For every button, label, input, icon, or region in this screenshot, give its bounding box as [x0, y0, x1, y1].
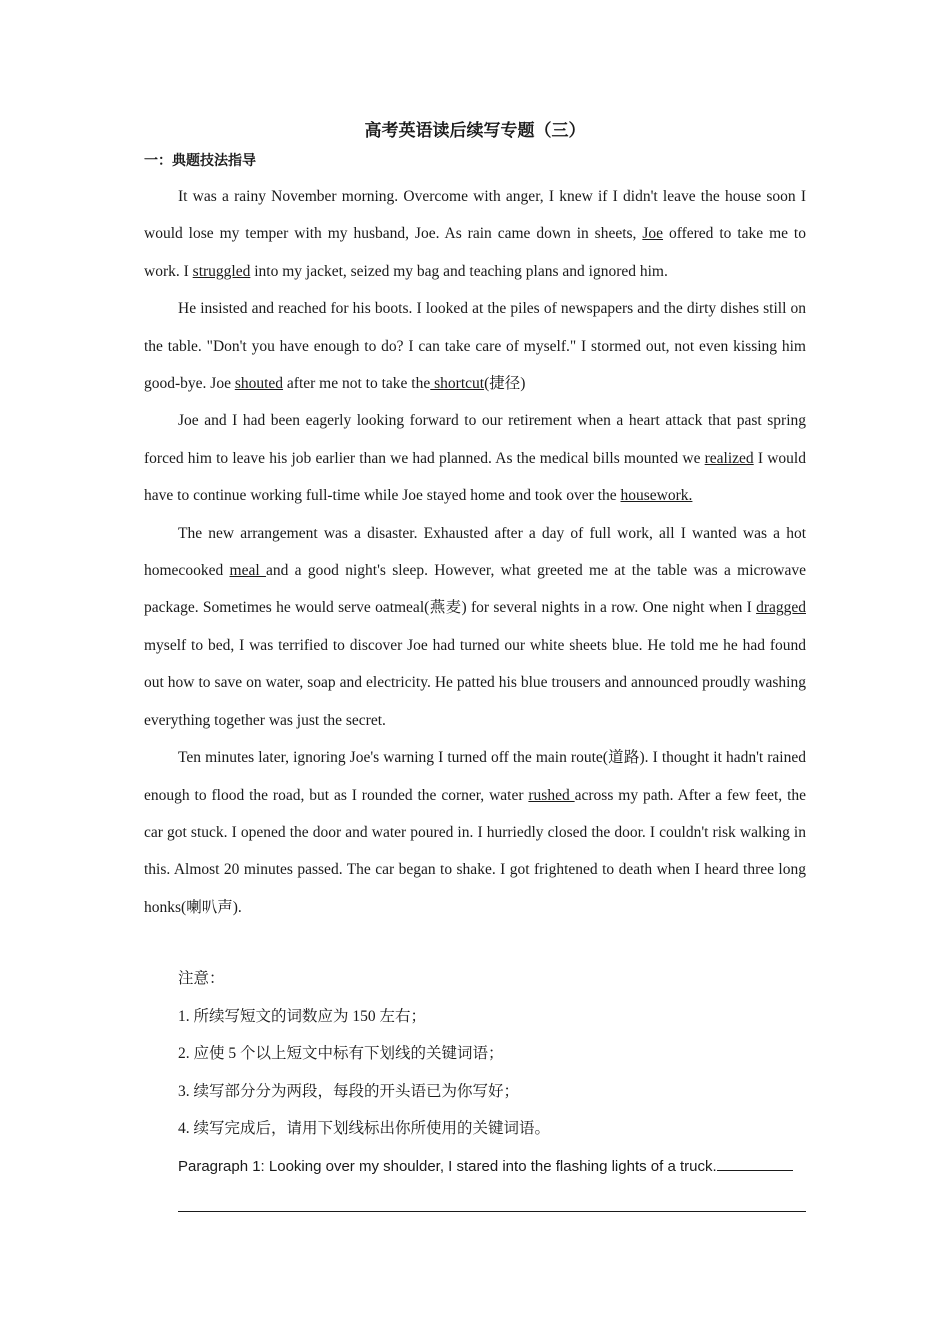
passage-paragraph [144, 402, 806, 514]
passage-paragraph [144, 290, 806, 402]
passage-text: and a good night's sleep. However, what greeted me at the table was a microwave package. Sometimes he would serve oatmeal(燕麦) for several nights in a row. One night when I [144, 562, 807, 617]
passage-text: It was a rainy November morning. Overcome with anger, I knew if I didn't leave the house soon I would lose my temper with my husband, Joe. As rain came down in sheets, [144, 188, 806, 243]
underlined-keyword: realized [704, 449, 754, 467]
note-item: 4. 续写完成后，请用下划线标出你所使用的关键词语。 [178, 1120, 551, 1137]
passage-text: after me not to take the [283, 375, 431, 393]
underlined-keyword: shortcut [430, 375, 485, 393]
passage-text: The new arrangement was a disaster. Exhausted after a day of full work, all I wanted was a hot homecooked [144, 524, 806, 580]
notes-block [178, 960, 550, 1148]
passage-text: into my jacket, seized my bag and teaching plans and ignored him. [250, 262, 668, 280]
passage-paragraph [144, 178, 806, 290]
passage-text: offered to take me to work. I [144, 225, 806, 280]
underlined-keyword: meal [229, 562, 266, 580]
passage-text: I would have to continue working full-time while Joe stayed home and took over the [144, 449, 806, 505]
page-title: 高考英语读后续写专题（三） [364, 121, 586, 141]
note-item: 1. 所续写短文的词数应为 150 左右； [178, 1007, 427, 1025]
underlined-keyword: dragged [756, 599, 806, 617]
notes-label: 注意： [178, 970, 225, 987]
passage-paragraph [144, 739, 806, 926]
passage-text: Ten minutes later, ignoring Joe's warning I turned off the main route(道路). I thought it hadn't rained enough to flood the road, but as I rounded the corner, water [144, 749, 806, 804]
underlined-keyword: rushed [528, 786, 575, 804]
passage-text: Joe and I had been eagerly looking forward to our retirement when a heart attack that past spring forced him to leave his job earlier than we had planned. As the medical bills mounted we [144, 412, 806, 467]
note-item: 3. 续写部分分为两段，每段的开头语已为你写好； [178, 1082, 520, 1100]
passage-text: myself to bed, I was terrified to discover Joe had turned our white sheets blue. He told me he had found out how to save on water, soap and electricity. He patted his blue trousers and announced proudly washing everything together was just the secret. [144, 636, 806, 729]
passage-paragraph [144, 515, 806, 739]
underlined-keyword: Joe [642, 225, 664, 243]
paragraph1-prompt: Paragraph 1: Looking over my shoulder, I stared into the flashing lights of a truck. [178, 1158, 717, 1175]
answer-line[interactable] [178, 1211, 806, 1212]
note-item: 2. 应使 5 个以上短文中标有下划线的关键词语； [178, 1045, 504, 1062]
answer-blank[interactable] [717, 1157, 793, 1171]
passage-text: He insisted and reached for his boots. I looked at the piles of newspapers and the dirty dishes still on the table. "Don't you have enough to do? I can take care of myself." I stormed out, not even kissing him good-bye. Joe [144, 300, 806, 393]
reading-passage [144, 178, 806, 926]
paragraph1-prompt-line [178, 1148, 806, 1185]
underlined-keyword: struggled [192, 262, 251, 280]
passage-text: (捷径) [484, 375, 526, 393]
underlined-keyword: housework. [620, 487, 693, 505]
passage-text: across my path. After a few feet, the car got stuck. I opened the door and water poured in. I hurriedly closed the door. I couldn't risk walking in this. Almost 20 minutes passed. The car began to shake. I got frightened to death when I heard three long honks(喇叭声). [144, 786, 807, 916]
section-heading: 一：典题技法指导 [144, 153, 256, 169]
underlined-keyword: shouted [234, 375, 284, 393]
